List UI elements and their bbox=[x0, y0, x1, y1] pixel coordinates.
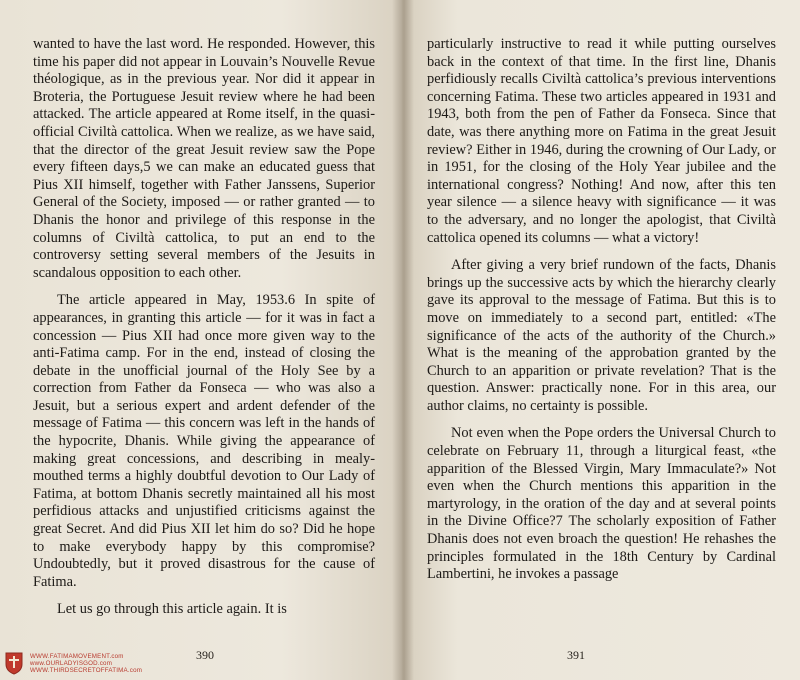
left-paragraph-3: Let us go through this article again. It is bbox=[57, 601, 287, 618]
left-page-number: 390 bbox=[196, 648, 214, 662]
right-page bbox=[402, 0, 800, 680]
footer-url[interactable]: WWW.FATIMAMOVEMENT.com bbox=[30, 653, 124, 660]
right-paragraph-2: After giving a very brief rundown of the facts, Dhanis brings up the successive acts by which the hierarchy clearly gave its approval to the message of Fatima. But this is to move on immediately to a second part, entitled: «The significance of the acts of the authority of the Church.» What is the meaning of the approbation granted by the Church to an apparition or private revelation? That is the question. Answer: practically none. For in this area, our author claims, no certainty is possible. bbox=[427, 257, 776, 414]
right-page-number: 391 bbox=[567, 648, 585, 662]
book-gutter bbox=[392, 0, 414, 680]
right-page-text bbox=[427, 36, 776, 584]
left-paragraph-2: The article appeared in May, 1953.6 In spite of appearances, in granting this article — for it was in fact a concession — Pius XII had once more given way to the anti-Fatima camp. For in the end, instead of closing the debate in the unofficial journal of the Holy See by a correction from Father da Fonseca — who was also a Jesuit, but a serious expert and ardent defender of the message of Fatima — this concern was left in the hands of the hypocrite, Dhanis. While giving the appearance of making great concessions, and describing in mealy-mouthed terms a highly doubtful devotion to Our Lady of Fatima, at bottom Dhanis secretly maintained all his most perfidious attacks and unjustified criticisms against the great Secret. And did Pius XII let him do so? Did he hope to make everybody happy by this compromise? Undoubtedly, but it proved disastrous for the cause of Fatima. bbox=[33, 292, 375, 590]
footer-urls bbox=[30, 653, 142, 675]
left-page-text bbox=[33, 36, 375, 619]
left-paragraph-1: wanted to have the last word. He responded. However, this time his paper did not appear in Louvain’s Nouvelle Revue théologique, as in the previous year. Nor did it appear in Broteria, the Portuguese Jesuit review where he had been attacked. The article appeared at Rome itself, in the quasi-official Civiltà cattolica. When we realize, as we have said, that the director of the great Jesuit review saw the Pope every fifteen days,5 we can make an educated guess that Pius XII himself, together with Father Janssens, Superior General of the Society, imposed — or rather granted — to Dhanis the honor and privilege of this response in the columns of Civiltà cattolica, to put an end to the controversy setting several members of the Jesuits in scandalous opposition to each other. bbox=[33, 36, 375, 281]
footer-url[interactable]: www.OURLADYISGOD.com bbox=[30, 660, 113, 668]
fatima-movement-logo-icon bbox=[4, 651, 24, 675]
right-paragraph-3: Not even when the Pope orders the Universal Church to celebrate on February 11, through a liturgical feast, «the apparition of the Blessed Virgin, Mary Immaculate?» Not even when the Church mentions this apparition in the martyrology, in the oration of the day and at several points in the Divine Office?7 The scholarly exposition of Father Dhanis does not even broach the question! He rehashes the principles formulated in the 18th Century by Cardinal Lambertini, he invokes a passage bbox=[427, 425, 776, 583]
footer-url[interactable]: WWW.THIRDSECRETOFFATIMA.com bbox=[30, 667, 143, 675]
right-paragraph-1: particularly instructive to read it while putting ourselves back in the context of that time. In the first line, Dhanis perfidiously recalls Civiltà cattolica’s previous interventions concerning Fatima. These two articles appeared in 1931 and 1943, both from the pen of Father da Fonseca. Since that date, was there anything more on Fatima in the great Jesuit review? Either in 1946, during the crowning of Our Lady, or in 1951, for the closing of the Holy Year jubilee and the international congress? Nothing! And now, after this ten year silence — a silence heavy with significance — it was to the adversary, and no longer the apologist, that Civiltà cattolica opened its columns — what a victory! bbox=[427, 36, 776, 246]
